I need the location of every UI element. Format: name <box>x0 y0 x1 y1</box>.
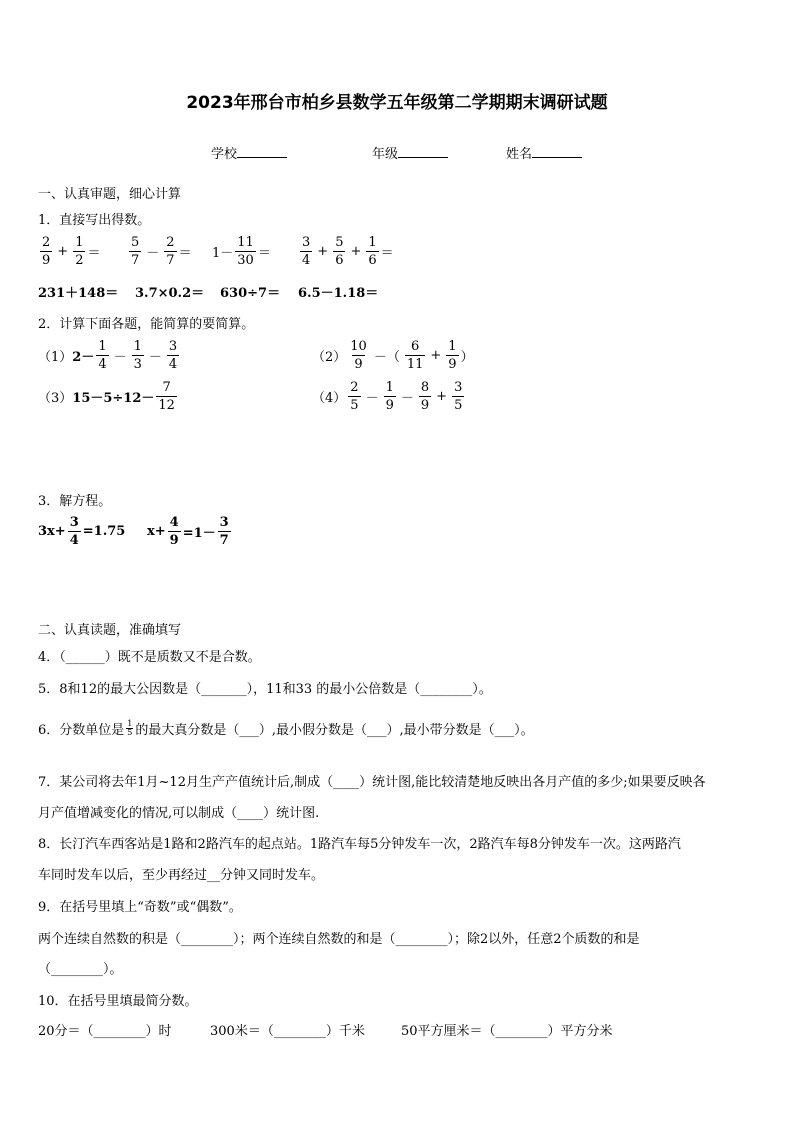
q3-equation-1: 3x+ $\frac{3}{4}$ =1.75 <box>38 515 126 548</box>
q3-label: 3．解方程。 <box>38 494 112 509</box>
name-label: 姓名 <box>506 147 533 162</box>
q7-line-2: 月产值增减变化的情况,可以制成（____）统计图. <box>38 806 320 821</box>
q9-line-3: （________）。 <box>38 962 123 977</box>
q2-part-4: （4） $\frac{2}{5}$ － $\frac{1}{9}$ － $\frac{8}{9}$ + $\frac{3}{5}$ <box>312 380 463 413</box>
grade-label: 年级 <box>372 147 399 162</box>
q2-part-1: （1） 2－ $\frac{1}{4}$ － $\frac{1}{3}$ － $\frac{3}{4}$ <box>38 339 178 372</box>
section-2-heading: 二、认真读题，准确填写 <box>38 623 182 638</box>
school-field[interactable] <box>211 143 287 162</box>
q6: 6．分数单位是 $\frac{1}{5}$ 的最大真分数是（___）,最小假分数是（___）,最小带分数是（___）。 <box>38 719 534 738</box>
section-1-heading: 一、认真审题，细心计算 <box>38 187 182 202</box>
q1-expr-1: $\frac{2}{9}$ + $\frac{1}{2}$ ＝ <box>42 235 101 268</box>
name-field[interactable] <box>506 143 582 162</box>
q2-part-2: （2） $\frac{10}{9}$ －（ $\frac{6}{11}$ + $\frac{1}{9}$ ） <box>312 339 474 372</box>
q1-row2-item-4: 6.5－1.18＝ <box>298 286 379 301</box>
grade-field[interactable] <box>372 143 448 162</box>
q1-expr-3: 1－ $\frac{11}{30}$ ＝ <box>212 235 271 268</box>
q1-row2-item-2: 3.7×0.2＝ <box>135 286 205 301</box>
q1-expr-2: $\frac{5}{7}$ － $\frac{2}{7}$ ＝ <box>131 235 192 268</box>
q9-line-1: 9．在括号里填上“奇数”或“偶数”。 <box>38 900 242 915</box>
q9-line-2: 两个连续自然数的积是（________）；两个连续自然数的和是（________）；除2以外，任意2个质数的和是 <box>38 932 640 947</box>
q7-line-1: 7．某公司将去年1月~12月生产产值统计后,制成（____）统计图,能比较清楚地反映出各月产值的多少;如果要反映各 <box>38 775 706 790</box>
q5: 5．8和12的最大公因数是（_______），11和33 的最小公倍数是（________）。 <box>38 682 492 697</box>
q2-part-3: （3） 15－5÷12－ $\frac{7}{12}$ <box>38 380 175 413</box>
q4: 4．（______）既不是质数又不是合数。 <box>38 650 261 665</box>
school-label: 学校 <box>211 147 238 162</box>
q8-line-2: 车同时发车以后，至少再经过__分钟又同时发车。 <box>38 868 325 883</box>
q10-item-2: 300米＝（________）千米 <box>210 1024 365 1039</box>
q1-label: 1．直接写出得数。 <box>38 213 151 228</box>
q1-row2-item-1: 231＋148＝ <box>38 286 119 301</box>
q10-line-1: 10．在括号里填最简分数。 <box>38 994 198 1009</box>
q3-equation-2: x+ $\frac{4}{9}$ =1－ $\frac{3}{7}$ <box>147 515 229 548</box>
q10-item-3: 50平方厘米＝（________）平方分米 <box>401 1024 613 1039</box>
page-title: 2023年邢台市柏乡县数学五年级第二学期期末调研试题 <box>186 93 608 113</box>
q1-row2-item-3: 630÷7＝ <box>220 286 281 301</box>
q1-expr-4: $\frac{3}{4}$ + $\frac{5}{6}$ + $\frac{1}{6}$ ＝ <box>302 235 394 268</box>
q10-item-1: 20分＝（________）时 <box>38 1024 172 1039</box>
q2-label: 2．计算下面各题，能简算的要简算。 <box>38 317 255 332</box>
q8-line-1: 8．长汀汽车西客站是1路和2路汽车的起点站。1路汽车每5分钟发车一次，2路汽车每8分钟发车一次。这两路汽 <box>38 837 681 852</box>
